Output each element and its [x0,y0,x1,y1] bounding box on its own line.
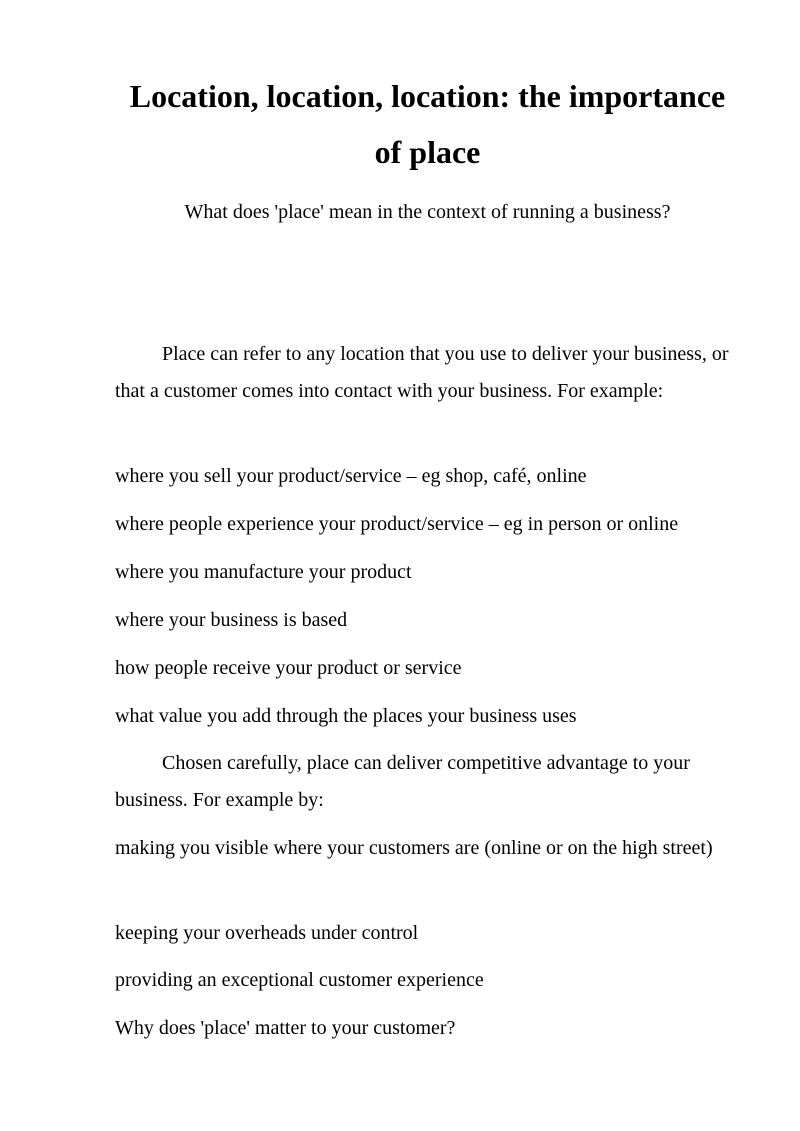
closing-question: Why does 'place' matter to your customer? [115,1017,456,1039]
advantage-paragraph: Chosen carefully, place can deliver competitive advantage to your business. For example by: [115,752,690,811]
intro-paragraph: Place can refer to any location that you use to deliver your business, or that a customer comes into contact with your business. For example: [115,343,729,402]
list-item-customer-experience: providing an exceptional customer experience [115,969,484,991]
list-item-sell-location: where you sell your product/service – eg shop, café, online [115,465,587,487]
list-item-experience-location: where people experience your product/service – eg in person or online [115,513,679,535]
list-item-receive-product: how people receive your product or service [115,657,462,679]
page-title: Location, location, location: the importance of place [129,78,726,170]
list-item-manufacture-location: where you manufacture your product [115,561,412,583]
list-item-overheads: keeping your overheads under control [115,922,419,944]
list-item-value-added: what value you add through the places your business uses [115,705,577,727]
list-item-visibility: making you visible where your customers are (online or on the high street) [115,837,713,859]
subtitle-question: What does 'place' mean in the context of running a business? [184,201,671,223]
list-item-business-base: where your business is based [115,609,348,631]
